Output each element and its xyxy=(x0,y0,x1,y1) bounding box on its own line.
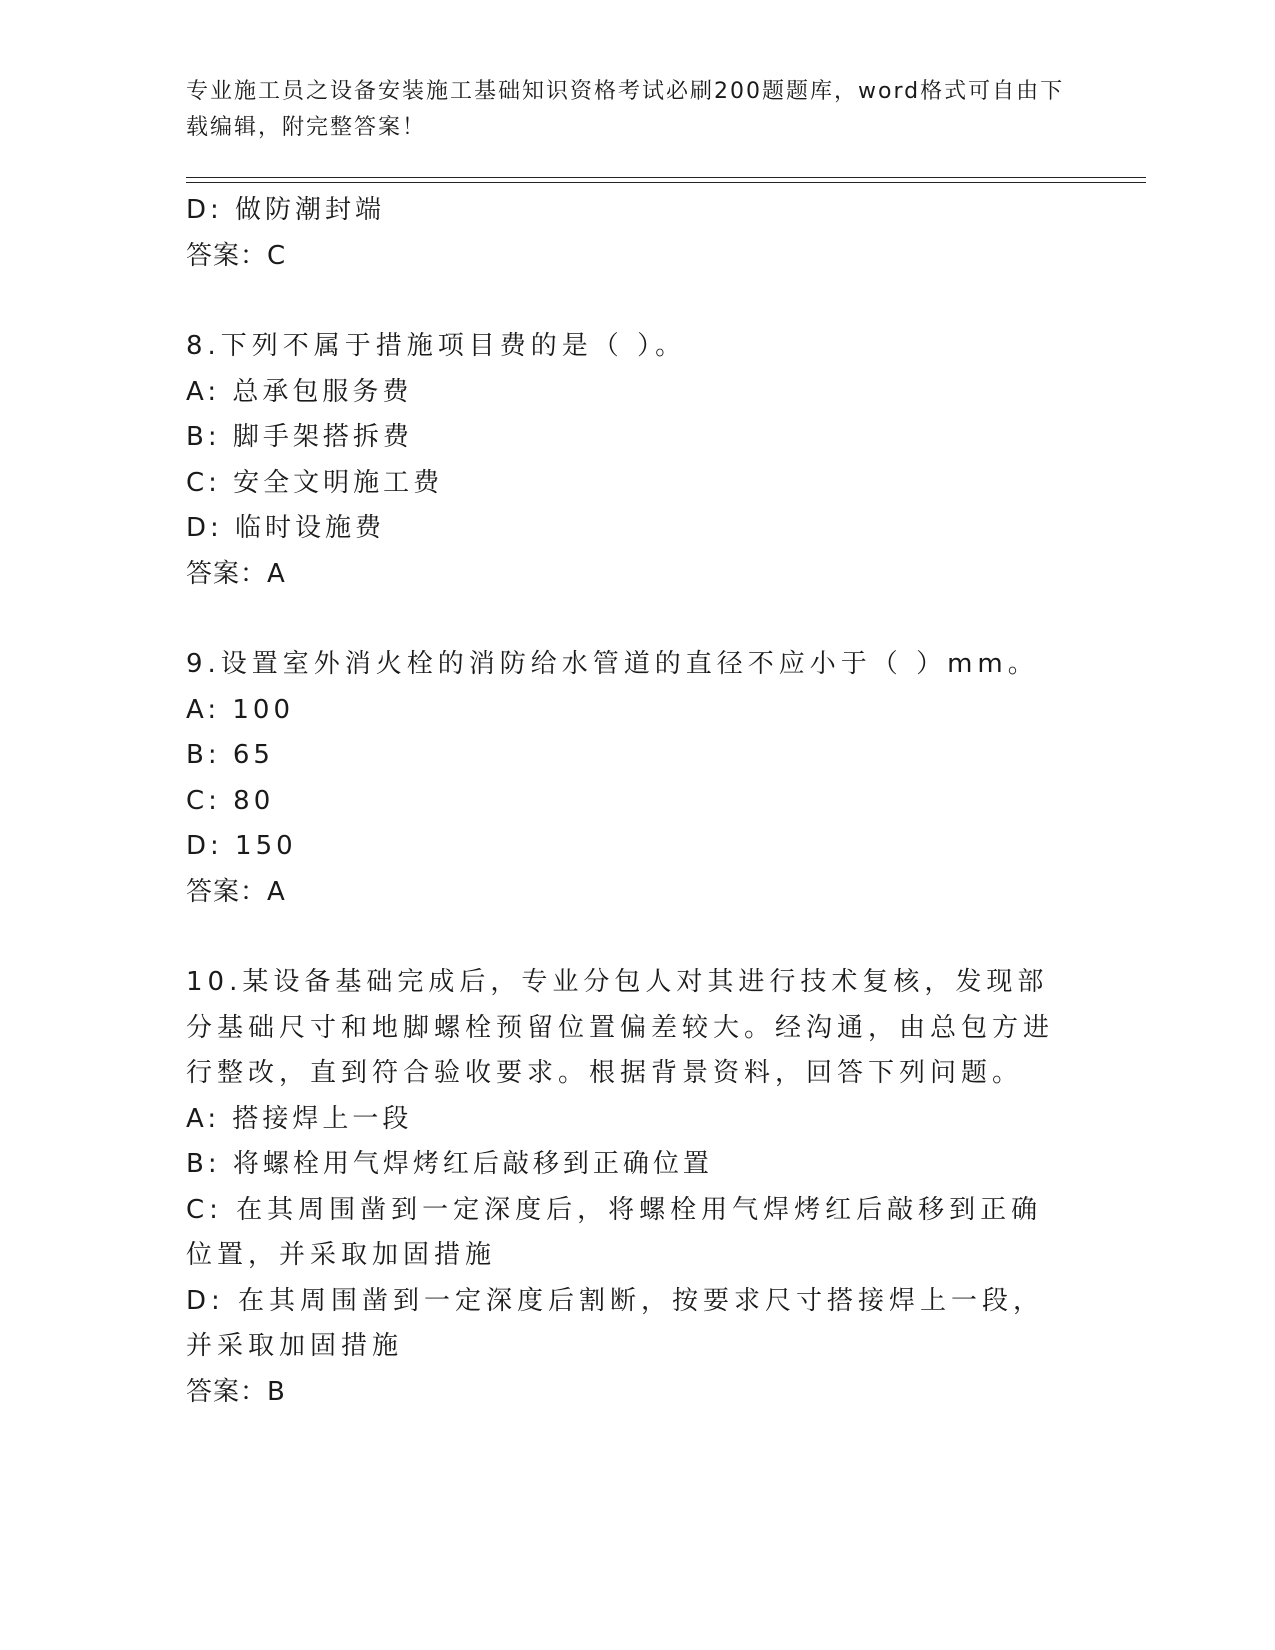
header-rule-top xyxy=(186,177,1146,178)
answer-line: 答案：A xyxy=(186,558,286,589)
question-9 xyxy=(186,642,1066,915)
question-10 xyxy=(186,960,1066,1415)
option-a: A: 搭接焊上一段 xyxy=(186,1103,413,1134)
option-c: C: 在其周围凿到一定深度后，将螺栓用气焊烤红后敲移到正确位置，并采取加固措施 xyxy=(186,1194,1043,1270)
option-b: B: 脚手架搭拆费 xyxy=(186,422,413,452)
option-c: C: 80 xyxy=(186,785,275,816)
question-stem: 8.下列不属于措施项目费的是（ ）。 xyxy=(186,331,687,361)
answer-line: 答案：C xyxy=(186,240,287,271)
option-b: B: 将螺栓用气焊烤红后敲移到正确位置 xyxy=(186,1149,713,1179)
option-a: A: 100 xyxy=(186,694,294,725)
option-d: D: 做防潮封端 xyxy=(186,195,386,225)
header-rule-bottom xyxy=(186,182,1146,183)
answer-line: 答案：A xyxy=(186,876,286,907)
question-8 xyxy=(186,324,1066,597)
question-stem: 9.设置室外消火栓的消防给水管道的直径不应小于（ ）mm。 xyxy=(186,649,1039,679)
question-stem: 10.某设备基础完成后，专业分包人对其进行技术复核，发现部分基础尺寸和地脚螺栓预留位置偏差较大。经沟通，由总包方进行整改，直到符合验收要求。根据背景资料，回答下列问题。 xyxy=(186,967,1055,1088)
option-a: A: 总承包服务费 xyxy=(186,376,413,407)
option-b: B: 65 xyxy=(186,740,274,770)
answer-line: 答案：B xyxy=(186,1376,286,1407)
document-header: 专业施工员之设备安装施工基础知识资格考试必刷200题题库，word格式可自由下载编辑，附完整答案！ xyxy=(186,79,1065,140)
option-c: C: 安全文明施工费 xyxy=(186,467,444,498)
option-d: D: 150 xyxy=(186,831,297,861)
option-d: D: 在其周围凿到一定深度后割断，按要求尺寸搭接焊上一段，并采取加固措施 xyxy=(186,1285,1045,1361)
option-d: D: 临时设施费 xyxy=(186,513,386,543)
document-body xyxy=(186,188,1066,1415)
